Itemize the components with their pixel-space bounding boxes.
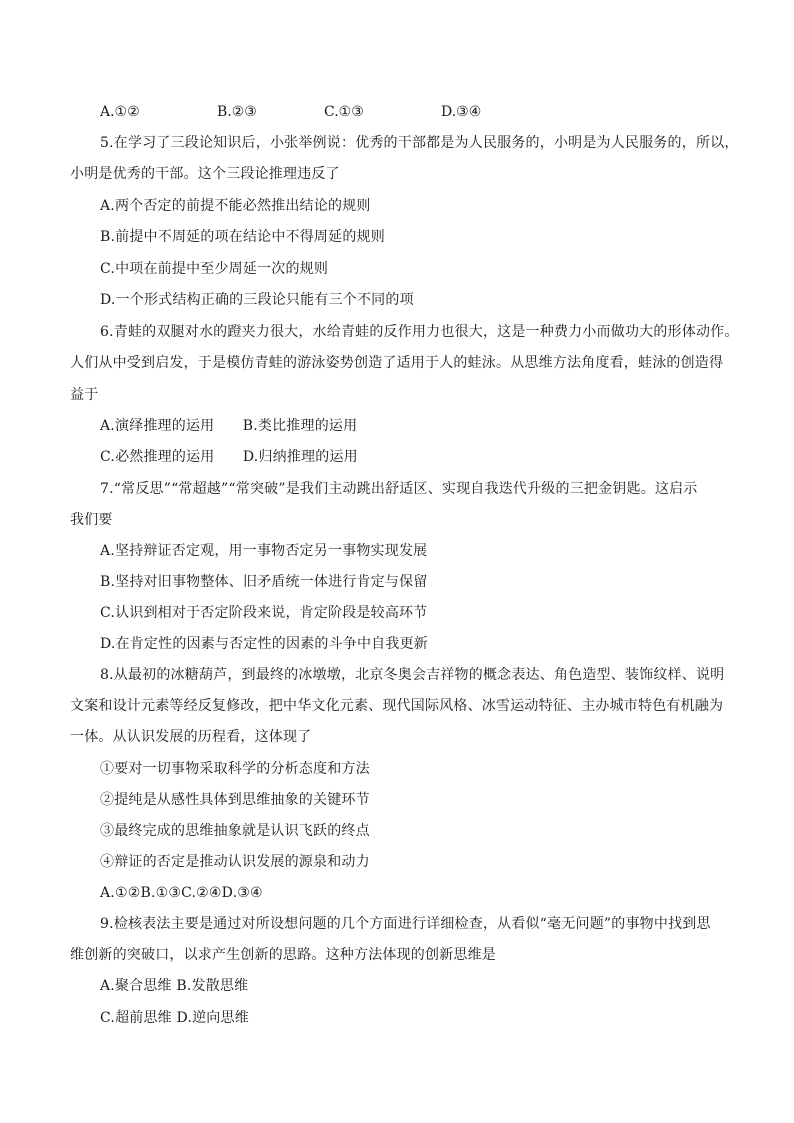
q6-stem-cont2: 益于 xyxy=(70,387,99,403)
q7-option-b[interactable]: B.坚持对旧事物整体、旧矛盾统一体进行肯定与保留 xyxy=(100,574,428,590)
q5-option-c[interactable]: C.中项在前提中至少周延一次的规则 xyxy=(100,261,329,277)
q7-option-c[interactable]: C.认识到相对于否定阶段来说，肯定阶段是较高环节 xyxy=(100,605,428,621)
q6-stem-cont: 人们从中受到启发，于是模仿青蛙的游泳姿势创造了适用于人的蛙泳。从思维方法角度看，蛙泳的创造得 xyxy=(70,355,724,371)
q7-stem: 7.“常反思”“常超越”“常突破”是我们主动跳出舒适区、实现自我迭代升级的三把金钥匙。这启示 xyxy=(100,481,698,497)
q9-stem-cont: 维创新的突破口，以求产生创新的思路。这种方法体现的创新思维是 xyxy=(70,947,496,963)
q8-options[interactable]: A.①②B.①③C.②④D.③④ xyxy=(100,885,263,901)
q7-stem-cont: 我们要 xyxy=(70,512,113,528)
q7-option-d[interactable]: D.在肯定性的因素与否定性的因素的斗争中自我更新 xyxy=(100,636,428,652)
q8-statement-3: ③最终完成的思维抽象就是认识飞跃的终点 xyxy=(100,823,370,839)
q5-stem: 5.在学习了三段论知识后，小张举例说：优秀的干部都是为人民服务的，小明是为人民服务的，所以， xyxy=(100,135,739,151)
q9-options-row1[interactable]: A.聚合思维 B.发散思维 xyxy=(100,978,249,994)
q5-option-b[interactable]: B.前提中不周延的项在结论中不得周延的规则 xyxy=(100,229,385,245)
q8-statement-2: ②提纯是从感性具体到思维抽象的关键环节 xyxy=(100,792,370,808)
q9-stem: 9.检核表法主要是通过对所设想问题的几个方面进行详细检查，从看似“毫无问题”的事物中找到思 xyxy=(100,916,711,932)
q8-stem-cont: 文案和设计元素等经反复修改，把中华文化元素、现代国际风格、冰雪运动特征、主办城市特色有机融为 xyxy=(70,698,724,714)
q9-options-row2[interactable]: C.超前思维 D.逆向思维 xyxy=(100,1010,249,1026)
q5-stem-cont: 小明是优秀的干部。这个三段论推理违反了 xyxy=(70,166,340,182)
q4-option-c[interactable]: C.①③ xyxy=(324,104,364,120)
q4-option-a[interactable]: A.①② xyxy=(100,104,140,120)
q8-statement-1: ①要对一切事物采取科学的分析态度和方法 xyxy=(100,761,370,777)
q8-stem-cont2: 一体。从认识发展的历程看，这体现了 xyxy=(70,729,312,745)
q6-stem: 6.青蛙的双腿对水的蹬夹力很大，水给青蛙的反作用力也很大，这是一种费力小而做功大的形体动作。 xyxy=(100,324,739,340)
q4-option-d[interactable]: D.③④ xyxy=(441,104,482,120)
q4-option-b[interactable]: B.②③ xyxy=(217,104,257,120)
q5-option-d[interactable]: D.一个形式结构正确的三段论只能有三个不同的项 xyxy=(100,292,414,308)
q8-statement-4: ④辩证的否定是推动认识发展的源泉和动力 xyxy=(100,854,370,870)
q6-options-row2[interactable]: C.必然推理的运用 D.归纳推理的运用 xyxy=(100,449,358,465)
q8-stem: 8.从最初的冰糖葫芦，到最终的冰墩墩，北京冬奥会吉祥物的概念表达、角色造型、装饰纹样、说明 xyxy=(100,667,725,683)
q6-options-row1[interactable]: A.演绎推理的运用 B.类比推理的运用 xyxy=(100,418,358,434)
q5-option-a[interactable]: A.两个否定的前提不能必然推出结论的规则 xyxy=(100,198,371,214)
q7-option-a[interactable]: A.坚持辩证否定观，用一事物否定另一事物实现发展 xyxy=(100,543,428,559)
